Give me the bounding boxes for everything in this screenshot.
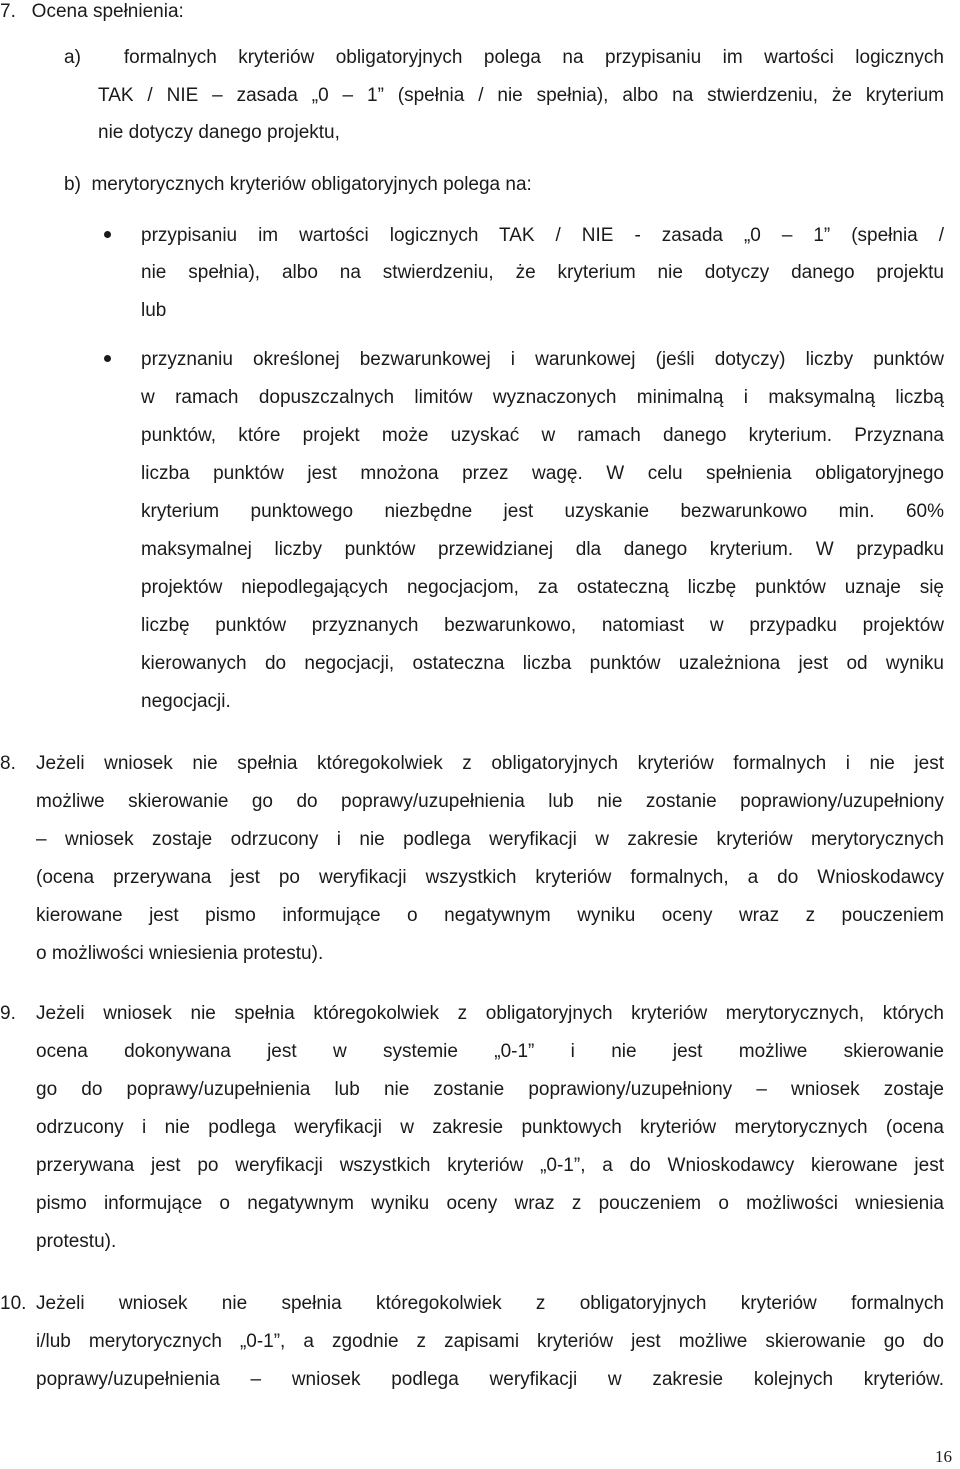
item9-number: 9. xyxy=(0,1003,16,1024)
bullet1-line-1: przypisaniu im wartości logicznych TAK / NIE - zasada „0 – 1” (spełnia / xyxy=(141,225,944,246)
bullet2-line-7: projektów niepodlegających negocjacjom, za ostateczną liczbę punktów uznaje się xyxy=(141,577,944,598)
item7-heading: 7. Ocena spełnienia: xyxy=(0,1,184,22)
item8-line-5: kierowane jest pismo informujące o negatywnym wyniku oceny wraz z pouczeniem xyxy=(36,905,944,926)
item8-line-2: możliwe skierowanie go do poprawy/uzupełnienia lub nie zostanie poprawiony/uzupełniony xyxy=(36,791,944,812)
item8-line-4: (ocena przerywana jest po weryfikacji wszystkich kryteriów formalnych, a do Wnioskodawcy xyxy=(36,867,944,888)
bullet1-line-2: nie spełnia), albo na stwierdzeniu, że kryterium nie dotyczy danego projektu xyxy=(141,262,944,283)
item10-number: 10. xyxy=(0,1293,27,1314)
item7-a-line-2: TAK / NIE – zasada „0 – 1” (spełnia / nie spełnia), albo na stwierdzeniu, że kryterium xyxy=(98,85,944,106)
bullet2-line-10: negocjacji. xyxy=(141,691,231,712)
bullet2-line-5: kryterium punktowego niezbędne jest uzyskanie bezwarunkowo min. 60% xyxy=(141,501,944,522)
bullet2-line-8: liczbę punktów przyznanych bezwarunkowo, natomiast w przypadku projektów xyxy=(141,615,944,636)
item9-line-7: protestu). xyxy=(36,1231,117,1252)
item8-line-6: o możliwości wniesienia protestu). xyxy=(36,943,324,964)
item8-number: 8. xyxy=(0,753,16,774)
page-number: 16 xyxy=(935,1447,952,1466)
bullet2-line-2: w ramach dopuszczalnych limitów wyznaczonych minimalną i maksymalną liczbą xyxy=(141,387,944,408)
item9-line-6: pismo informujące o negatywnym wyniku oceny wraz z pouczeniem o możliwości wniesienia xyxy=(36,1193,944,1214)
item7-a-line-3: nie dotyczy danego projektu, xyxy=(98,122,340,143)
item10-line-3: poprawy/uzupełnienia – wniosek podlega weryfikacji w zakresie kolejnych kryteriów. xyxy=(36,1369,944,1390)
item8-line-3: – wniosek zostaje odrzucony i nie podlega weryfikacji w zakresie kryteriów merytorycznych xyxy=(36,829,944,850)
item8-line-1: Jeżeli wniosek nie spełnia któregokolwiek z obligatoryjnych kryteriów formalnych i nie jest xyxy=(36,753,944,774)
item9-line-3: go do poprawy/uzupełnienia lub nie zostanie poprawiony/uzupełniony – wniosek zostaje xyxy=(36,1079,944,1100)
bullet-2 xyxy=(104,355,111,362)
bullet2-line-4: liczba punktów jest mnożona przez wagę. W celu spełnienia obligatoryjnego xyxy=(141,463,944,484)
item9-line-2: ocena dokonywana jest w systemie „0-1” i nie jest możliwe skierowanie xyxy=(36,1041,944,1062)
bullet2-line-9: kierowanych do negocjacji, ostateczna liczba punktów uzależniona jest od wyniku xyxy=(141,653,944,674)
item7-b-line: b) merytorycznych kryteriów obligatoryjnych polega na: xyxy=(64,174,532,195)
item9-line-4: odrzucony i nie podlega weryfikacji w zakresie punktowych kryteriów merytorycznych (ocena xyxy=(36,1117,944,1138)
bullet2-line-6: maksymalnej liczby punktów przewidzianej dla danego kryterium. W przypadku xyxy=(141,539,944,560)
item7-a-line-1: a) formalnych kryteriów obligatoryjnych polega na przypisaniu im wartości logicznych xyxy=(64,47,944,68)
item10-line-1: Jeżeli wniosek nie spełnia któregokolwiek z obligatoryjnych kryteriów formalnych xyxy=(36,1293,944,1314)
bullet1-line-3: lub xyxy=(141,300,167,321)
bullet-1 xyxy=(104,231,111,238)
item9-line-1: Jeżeli wniosek nie spełnia któregokolwiek z obligatoryjnych kryteriów merytorycznych, których xyxy=(36,1003,944,1024)
bullet2-line-3: punktów, które projekt może uzyskać w ramach danego kryterium. Przyznana xyxy=(141,425,944,446)
item9-line-5: przerywana jest po weryfikacji wszystkich kryteriów „0-1”, a do Wnioskodawcy kierowane jest xyxy=(36,1155,944,1176)
bullet2-line-1: przyznaniu określonej bezwarunkowej i warunkowej (jeśli dotyczy) liczby punktów xyxy=(141,349,944,370)
item10-line-2: i/lub merytorycznych „0-1”, a zgodnie z zapisami kryteriów jest możliwe skierowanie go do xyxy=(36,1331,944,1352)
